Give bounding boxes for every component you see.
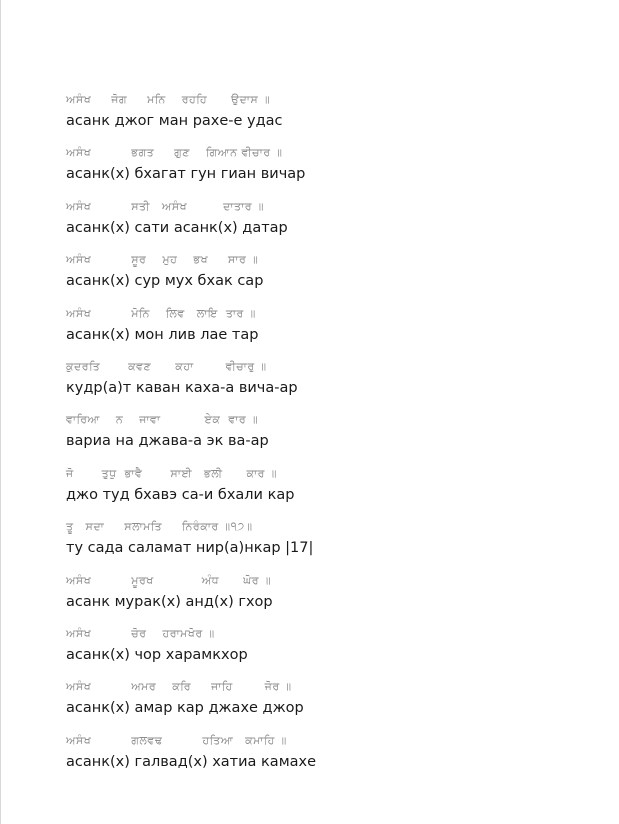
verse-stanza xyxy=(66,678,586,731)
gurmukhi-line: ਅਸੰਖ ਸਤੀ ਅਸੰਖ ਦਾਤਾਰ ॥ xyxy=(66,199,264,213)
verse-stanza xyxy=(66,625,586,678)
gurmukhi-line: ਅਸੰਖ ਗਲਵਢ ਹਤਿਆ ਕਮਾਹਿ ॥ xyxy=(66,733,287,747)
verse-stanza xyxy=(66,91,586,144)
gurmukhi-line: ਅਸੰਖ ਚੋਰ ਹਰਾਮਖੋਰ ॥ xyxy=(66,626,215,640)
verse-stanza xyxy=(66,572,586,625)
transliteration-line: асанк джог ман рахе-е удас xyxy=(66,113,283,129)
verse-list xyxy=(66,91,586,785)
transliteration-line: асанк(х) мон лив лае тар xyxy=(66,326,259,343)
transliteration-line: асанк(х) сур мух бхак сар xyxy=(66,273,264,290)
gurmukhi-line: ਅਸੰਖ ਭਗਤ ਗੁਣ ਗਿਆਨ ਵੀਚਾਰ ॥ xyxy=(66,146,283,160)
verse-stanza xyxy=(66,732,586,785)
transliteration-line: асанк(х) амар кар джахе джор xyxy=(66,700,304,717)
gurmukhi-line: ਅਸੰਖ ਜੋਗ ਮਨਿ ਰਹਹਿ ਉਦਾਸ ॥ xyxy=(66,93,271,106)
transliteration-line: асанк мурак(х) анд(х) гхор xyxy=(66,593,273,610)
transliteration-line: асанк(х) сати асанк(х) датар xyxy=(66,219,288,236)
verse-stanza xyxy=(66,358,586,411)
transliteration-line: вариа на джава-а эк ва-ар xyxy=(66,433,269,450)
transliteration-line: джо туд бхавэ са-и бхали кар xyxy=(66,486,295,503)
gurmukhi-line: ਕੁਦਰਤਿ ਕਵਣ ਕਹਾ ਵੀਚਾਰੁ ॥ xyxy=(66,359,267,373)
verse-stanza xyxy=(66,305,586,358)
gurmukhi-line: ਅਸੰਖ ਅਮਰ ਕਰਿ ਜਾਹਿ ਜੋਰ ॥ xyxy=(66,680,292,694)
verse-stanza xyxy=(66,144,586,197)
gurmukhi-line: ਅਸੰਖ ਸੂਰ ਮੁਹ ਭਖ ਸਾਰ ॥ xyxy=(66,253,259,267)
transliteration-line: ту сада саламат нир(а)нкар |17| xyxy=(66,540,314,557)
gurmukhi-line: ਤੂ ਸਦਾ ਸਲਾਮਤਿ ਨਿਰੰਕਾਰ ॥੧੭॥ xyxy=(66,520,253,534)
gurmukhi-line: ਅਸੰਖ ਮੂਰਖ ਅੰਧ ਘੋਰ ॥ xyxy=(66,573,272,587)
verse-stanza xyxy=(66,518,586,571)
verse-stanza xyxy=(66,198,586,251)
transliteration-line: асанк(х) бхагат гун гиан вичар xyxy=(66,166,306,183)
gurmukhi-line: ਵਾਰਿਆ ਨ ਜਾਵਾ ਏਕ ਵਾਰ ॥ xyxy=(66,413,259,427)
verse-stanza xyxy=(66,251,586,304)
gurmukhi-line: ਜੋ ਤੁਧੁ ਭਾਵੈ ਸਾਈ ਭਲੀ ਕਾਰ ॥ xyxy=(66,466,277,480)
transliteration-line: кудр(а)т каван каха-а вича-ар xyxy=(66,379,298,396)
transliteration-line: асанк(х) чор харамкхор xyxy=(66,646,248,663)
verse-stanza xyxy=(66,465,586,518)
gurmukhi-line: ਅਸੰਖ ਮੋਨਿ ਲਿਵ ਲਾਇ ਤਾਰ ॥ xyxy=(66,306,256,320)
verse-stanza xyxy=(66,411,586,464)
transliteration-line: асанк(х) галвад(х) хатиа камахе xyxy=(66,753,317,770)
